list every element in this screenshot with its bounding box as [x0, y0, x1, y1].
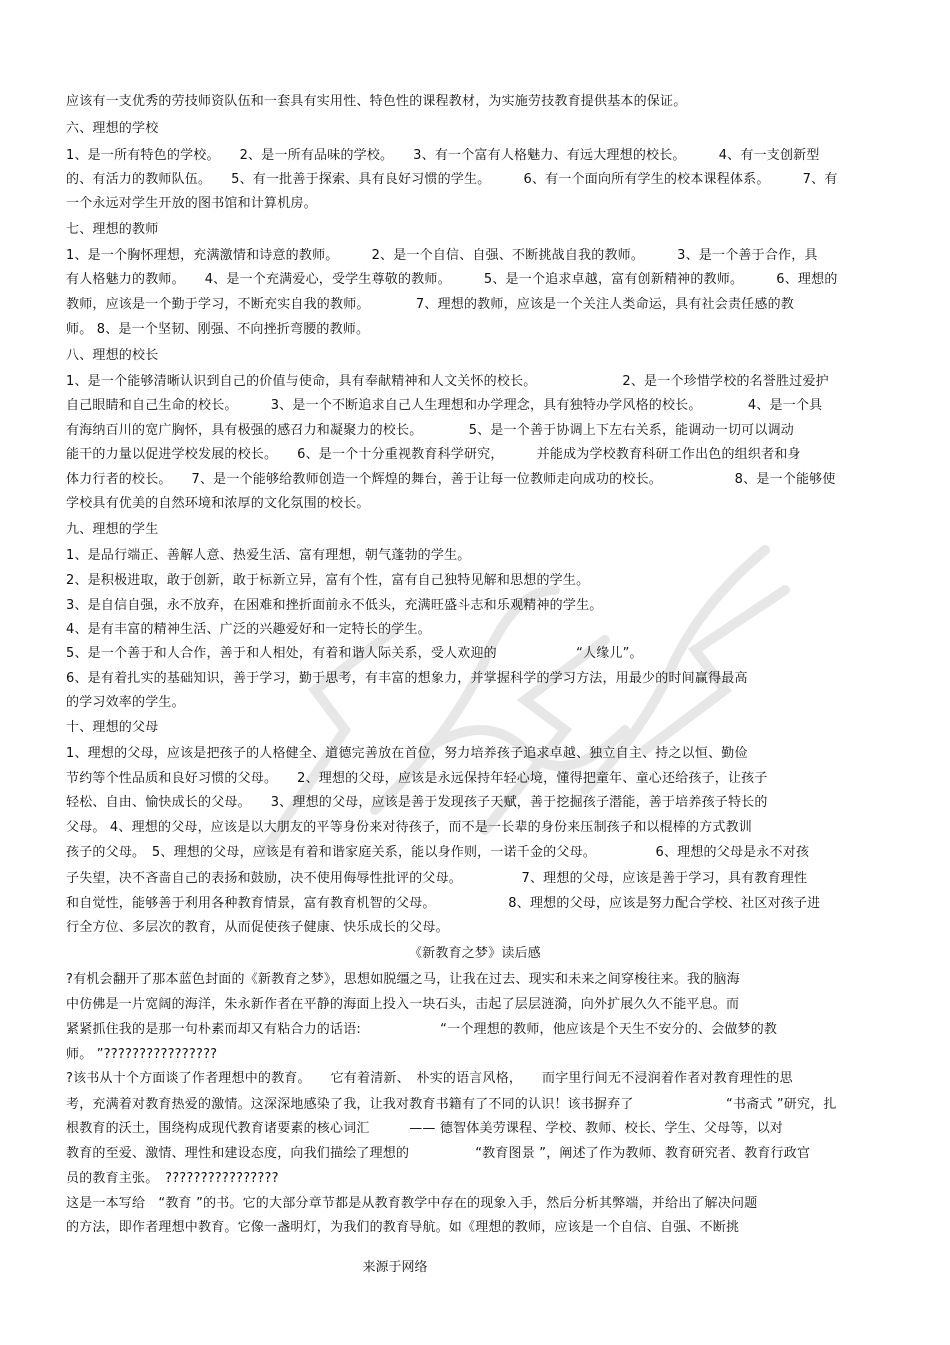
- text-line: 教师，应该是一个勤于学习，不断充实自我的教师。 7、理想的教师，应该是一个关注人类命运，具有社会责任感的教: [66, 297, 794, 312]
- text-line: 教育的至爱、激情、理性和建设态度，向我们描绘了理想的 “教育图景 ”，阐述了作为教师、教育研究者、教育行政官: [66, 1146, 811, 1161]
- heading-teacher: 七、理想的教师: [66, 222, 159, 237]
- text-line: 应该有一支优秀的劳技师资队伍和一套具有实用性、特色性的课程教材，为实施劳技教育提供基本的保证。: [66, 94, 687, 109]
- text-line: 考，充满着对教育热爱的激情。这深深地感染了我，让我对教育书籍有了不同的认识！该书摒弃了 “书斋式 ”研究，扎: [66, 1097, 837, 1112]
- text-line: 4、是有丰富的精神生活、广泛的兴趣爱好和一定特长的学生。: [66, 622, 431, 637]
- heading-parents: 十、理想的父母: [66, 720, 159, 735]
- text-line: ?该书从十个方面谈了作者理想中的教育。 它有着清新、 朴实的语言风格， 而字里行间无不浸润着作者对教育理性的思: [66, 1071, 793, 1086]
- text-line: 节约等个性品质和良好习惯的父母。 2、理想的父母，应该是永远保持年轻心境，懂得把童年、童心还给孩子，让孩子: [66, 771, 768, 786]
- text-line: 1、理想的父母，应该是把孩子的人格健全、道德完善放在首位，努力培养孩子追求卓越、独立自主、持之以恒、勤俭: [66, 746, 748, 761]
- text-line: 员的教育主张。 ????????????????: [66, 1171, 279, 1186]
- text-line: 1、是一所有特色的学校。 2、是一所有品味的学校。 3、有一个富有人格魅力、有远大理想的校长。 4、有一支创新型: [66, 148, 820, 163]
- text-line: 自己眼睛和自己生命的校长。 3、是一个不断追求自己人生理想和办学理念，具有独特办学风格的校长。 4、是一个具: [66, 398, 823, 413]
- text-line: 3、是自信自强，永不放弃，在困难和挫折面前永不低头，充满旺盛斗志和乐观精神的学生。: [66, 598, 603, 613]
- text-line: 学校具有优美的自然环境和浓厚的文化氛围的校长。: [66, 496, 370, 511]
- text-line: 子失望，决不吝啬自己的表扬和鼓励，决不使用侮辱性批评的父母。 7、理想的父母，应该是善于学习，具有教育理性: [66, 871, 808, 886]
- text-line: 的、有活力的教师队伍。 5、有一批善于探索、具有良好习惯的学生。 6、有一个面向所有学生的校本课程体系。 7、有: [66, 172, 838, 187]
- text-line: 中仿佛是一片宽阔的海洋，朱永新作者在平静的海面上投入一块石头，击起了层层涟漪，向外扩展久久不能平息。而: [66, 997, 740, 1012]
- page-footer: 来源于网络: [362, 1260, 428, 1275]
- text-line: 师。 ”????????????????: [66, 1047, 218, 1062]
- text-line: 2、是积极进取，敢于创新，敢于标新立异，富有个性，富有自己独特见解和思想的学生。: [66, 573, 590, 588]
- text-line: 紧紧抓住我的是那一句朴素而却又有粘合力的话语: “一个理想的教师，他应该是个天生不安分的、会做梦的教: [66, 1022, 778, 1037]
- text-line: 师。 8、是一个坚韧、刚强、不向挫折弯腰的教师。: [66, 322, 370, 337]
- text-line: 这是一本写给 “教育 ”的书。它的大部分章节都是从教育教学中存在的现象入手，然后分析其弊端，并给出了解决问题: [66, 1196, 758, 1211]
- text-line: 和自觉性，能够善于利用各种教育情景，富有教育机智的父母。 8、理想的父母，应该是努力配合学校、社区对孩子进: [66, 896, 821, 911]
- text-line: 一个永远对学生开放的图书馆和计算机房。: [66, 196, 317, 211]
- text-line: 根教育的沃土，围绕构成现代教育诸要素的核心词汇 —— 德智体美劳课程、学校、教师、校长、学生、父母等，以对: [66, 1121, 784, 1136]
- text-line: 1、是一个能够清晰认识到自己的价值与使命，具有奉献精神和人文关怀的校长。 2、是一个珍惜学校的名誉胜过爱护: [66, 374, 829, 389]
- text-line: 行全方位、多层次的教育，从而促使孩子健康、快乐成长的父母。: [66, 920, 449, 935]
- heading-principal: 八、理想的校长: [66, 348, 159, 363]
- text-line: 有海纳百川的宽广胸怀，具有极强的感召力和凝聚力的校长。 5、是一个善于协调上下左右关系，能调动一切可以调动: [66, 423, 794, 438]
- text-line: 父母。 4、理想的父母，应该是以大朋友的平等身份来对待孩子，而不是一长辈的身份来压制孩子和以棍棒的方式教训: [66, 820, 753, 835]
- text-line: 6、是有着扎实的基础知识，善于学习，勤于思考，有丰富的想象力，并掌握科学的学习方法，用最少的时间赢得最高: [66, 671, 748, 686]
- text-line: 孩子的父母。 5、理想的父母，应该是有着和谐家庭关系，能以身作则，一诺千金的父母。 6、理想的父母是永不对孩: [66, 845, 810, 860]
- text-line: 体力行者的校长。 7、是一个能够给教师创造一个辉煌的舞台，善于让每一位教师走向成功的校长。 8、是一个能够使: [66, 472, 836, 487]
- text-line: 有人格魅力的教师。 4、是一个充满爱心，受学生尊敬的教师。 5、是一个追求卓越，富有创新精神的教师。 6、理想的: [66, 272, 838, 287]
- text-line: 能干的力量以促进学校发展的校长。 6、是一个十分重视教育科学研究， 并能成为学校教育科研工作出色的组织者和身: [66, 447, 801, 462]
- text-line: 1、是一个胸怀理想，充满激情和诗意的教师。 2、是一个自信、自强、不断挑战自我的教师。 3、是一个善于合作，具: [66, 248, 818, 263]
- heading-school: 六、理想的学校: [66, 121, 159, 136]
- text-line: 轻松、自由、愉快成长的父母。 3、理想的父母，应该是善于发现孩子天赋，善于挖掘孩子潜能，善于培养孩子特长的: [66, 795, 768, 810]
- text-line: 5、是一个善于和人合作，善于和人相处，有着和谐人际关系，受人欢迎的 “人缘儿”。: [66, 646, 643, 661]
- text-line: 1、是品行端正、善解人意、热爱生活、富有理想，朝气蓬勃的学生。: [66, 548, 471, 563]
- heading-student: 九、理想的学生: [66, 522, 159, 537]
- essay-title: 《新教育之梦》读后感: [408, 946, 541, 961]
- text-line: ?有机会翻开了那本蓝色封面的《新教育之梦》，思想如脱缰之马，让我在过去、现实和未来之间穿梭往来。我的脑海: [66, 972, 740, 987]
- text-line: 的方法，即作者理想中教育。它像一盏明灯，为我们的教育导航。如《理想的教师，应该是一个自信、自强、不断挑: [66, 1220, 740, 1235]
- text-line: 的学习效率的学生。: [66, 695, 185, 710]
